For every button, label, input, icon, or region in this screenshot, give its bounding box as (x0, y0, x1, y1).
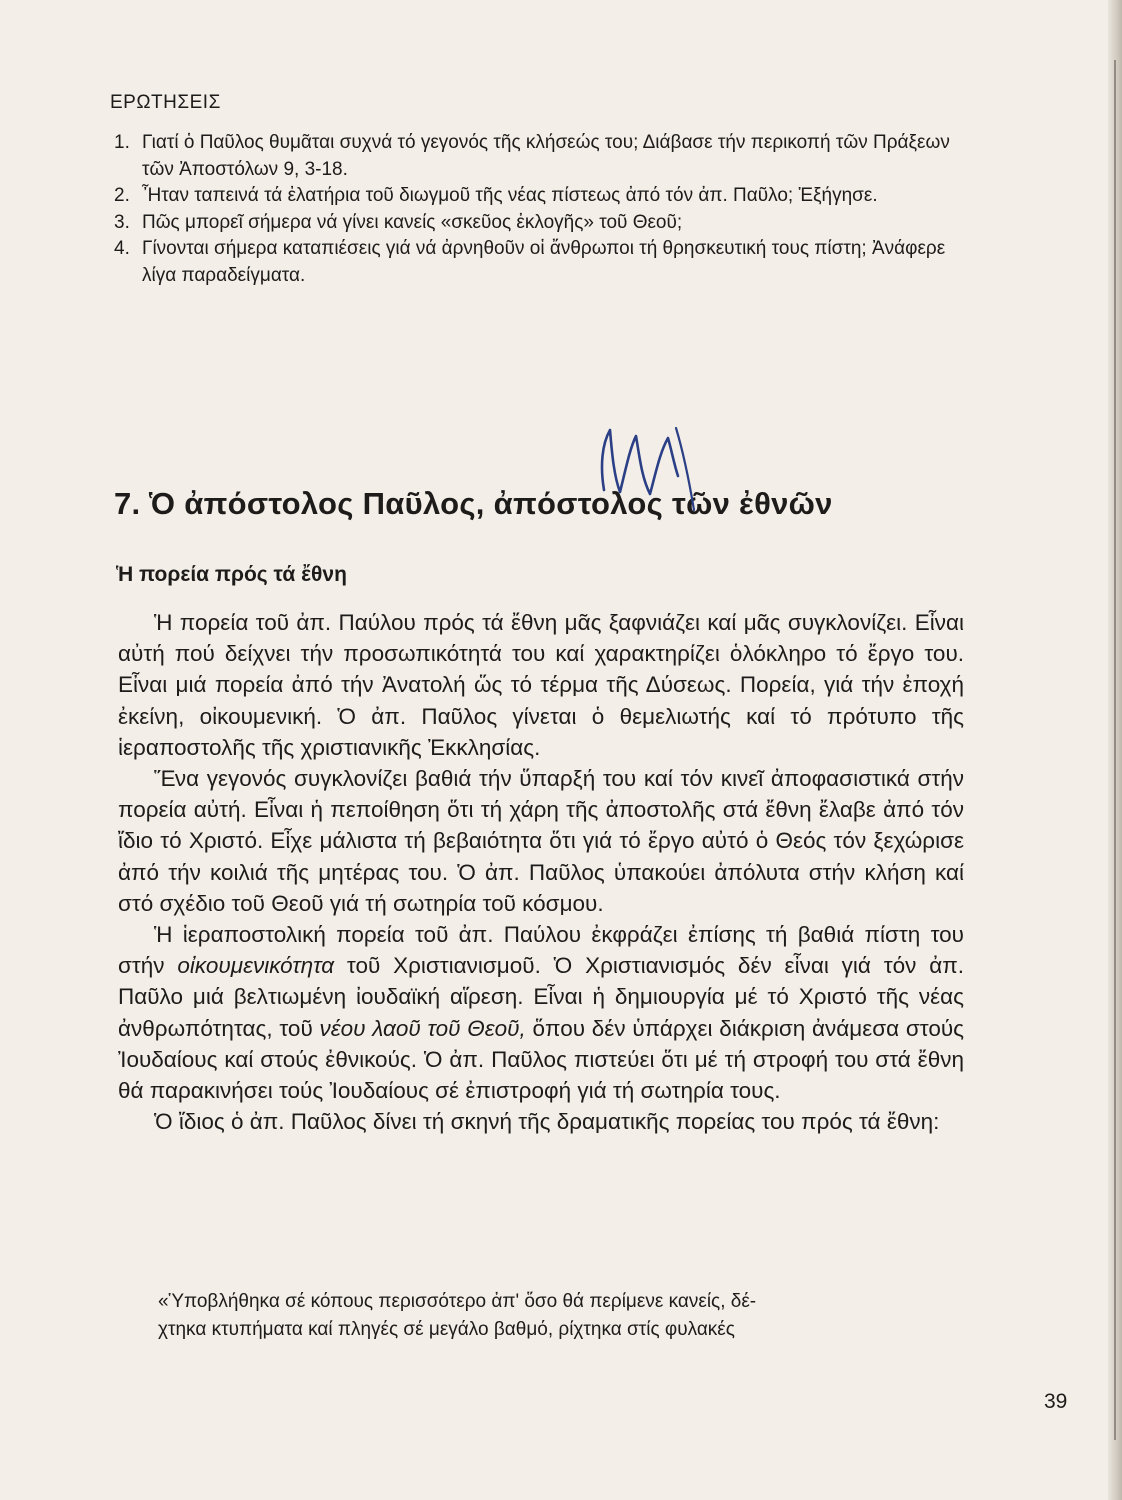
emphasis: νέου λαοῦ τοῦ Θεοῦ, (319, 1015, 526, 1041)
question-item (110, 130, 962, 183)
paragraph: Ἡ πορεία τοῦ ἀπ. Παύλου πρός τά ἔθνη μᾶς ξαφνιάζει καί μᾶς συγκλονίζει. Εἶναι αὐτή πού δείχνει τήν προσωπικότητά του καί χαρακτηρίζει ὁλόκληρο τό ἔργο του. Εἶναι μιά πορεία ἀπό τήν Ἀνατολή ὥς τό τέρμα τῆς Δύσεως. Πορεία, γιά τήν ἐποχή ἐκείνη, οἰκουμενική. Ὁ ἀπ. Παῦλος γίνεται ὁ θεμελιωτής καί τό πρότυπο τῆς ἱεραποστολῆς τῆς χριστιανικῆς Ἐκκλησίας. (118, 610, 964, 760)
chapter-title: 7. Ὁ ἀπόστολος Παῦλος, ἀπόστολος τῶν ἐθνῶν (114, 486, 833, 521)
question-text: Πῶς μπορεῖ σήμερα νά γίνει κανείς «σκεῦος ἐκλογῆς» τοῦ Θεοῦ; (142, 211, 683, 233)
scripture-quote (158, 1288, 970, 1344)
question-item (110, 183, 962, 210)
question-item (110, 210, 962, 237)
paragraph: Ὁ ἴδιος ὁ ἀπ. Παῦλος δίνει τή σκηνή τῆς δραματικῆς πορείας του πρός τά ἔθνη: (154, 1109, 940, 1135)
question-text: Γίνονται σήμερα καταπιέσεις γιά νά ἀρνηθοῦν οἱ ἄνθρωποι τή θρησκευτική τους πίστη; Ἀνάφερε λίγα παραδείγματα. (142, 238, 946, 286)
body-text (118, 607, 964, 1137)
text-run: Ἡ ἱεραποστολική πορεία τοῦ ἀπ. Παύλου ἐκφράζει ἐπίσης τή βαθιά πίστη του στήν (118, 922, 964, 979)
question-text: Γιατί ὁ Παῦλος θυμᾶται συχνά τό γεγονός τῆς κλήσεώς του; Διάβασε τήν περικοπή τῶν Πράξεων τῶν Ἀποστόλων 9, 3-18. (142, 132, 950, 180)
handwritten-mark-icon (590, 418, 710, 528)
paragraph (118, 919, 964, 1106)
emphasis: οἰκουμενικότητα (177, 953, 335, 979)
text-run: ὅπου δέν ὑπάρχει διάκριση ἀνάμεσα στούς Ἰουδαίους καί στούς ἐθνικούς. Ὁ ἀπ. Παῦλος πιστεύει ὅτι μέ τή στροφή του στά ἔθνη θά παρακινήσει τούς Ἰουδαίους σέ ἐπιστροφή γιά τή σωτηρία τους. (118, 1015, 964, 1104)
binding-line (1114, 60, 1116, 1440)
quote-line: «Ὑποβλήθηκα σέ κόπους περισσότερο ἀπ' ὅσο θά περίμενε κανείς, δέ- (158, 1291, 757, 1312)
paragraph: Ἕνα γεγονός συγκλονίζει βαθιά τήν ὕπαρξή του καί τόν κινεῖ ἀποφασιστικά στήν πορεία αὐτή. Εἶναι ἡ πεποίθηση ὅτι τή χάρη τῆς ἀποστολῆς στά ἔθνη ἔλαβε ἀπό τόν ἴδιο τό Χριστό. Εἶχε μάλιστα τή βεβαιότητα ὅτι γιά τό ἔργο αὐτό ὁ Θεός τόν ξεχώρισε ἀπό τήν κοιλιά τῆς μητέρας του. Ὁ ἀπ. Παῦλος ὑπακούει ἀπόλυτα στήν κλήση καί στό σχέδιο τοῦ Θεοῦ γιά τή σωτηρία τοῦ κόσμου. (118, 766, 964, 916)
question-text: Ἦταν ταπεινά τά ἐλατήρια τοῦ διωγμοῦ τῆς νέας πίστεως ἀπό τόν ἀπ. Παῦλο; Ἐξήγησε. (142, 185, 878, 206)
text-run: τοῦ Χριστιανισμοῦ. Ὁ Χριστιανισμός δέν εἶναι γιά τόν ἀπ. Παῦλο μιά βελτιωμένη ἰουδαϊκή αἵρεση. Εἶναι ἡ δημιουργία μέ τό Χριστό τῆς νέας ἀνθρωπότητας, τοῦ (118, 953, 964, 1041)
question-number: 4. (114, 238, 130, 259)
question-item (110, 236, 962, 289)
question-number: 2. (114, 185, 130, 206)
page-number: 39 (1044, 1390, 1068, 1413)
question-number: 1. (114, 132, 130, 153)
quote-line: χτηκα κτυπήματα καί πληγές σέ μεγάλο βαθμό, ρίχτηκα στίς φυλακές (158, 1319, 735, 1340)
section-heading: Ἡ πορεία πρός τά ἔθνη (116, 563, 347, 586)
questions-heading: ΕΡΩΤΗΣΕΙΣ (110, 92, 221, 113)
questions-list (110, 130, 962, 289)
question-number: 3. (114, 211, 130, 233)
